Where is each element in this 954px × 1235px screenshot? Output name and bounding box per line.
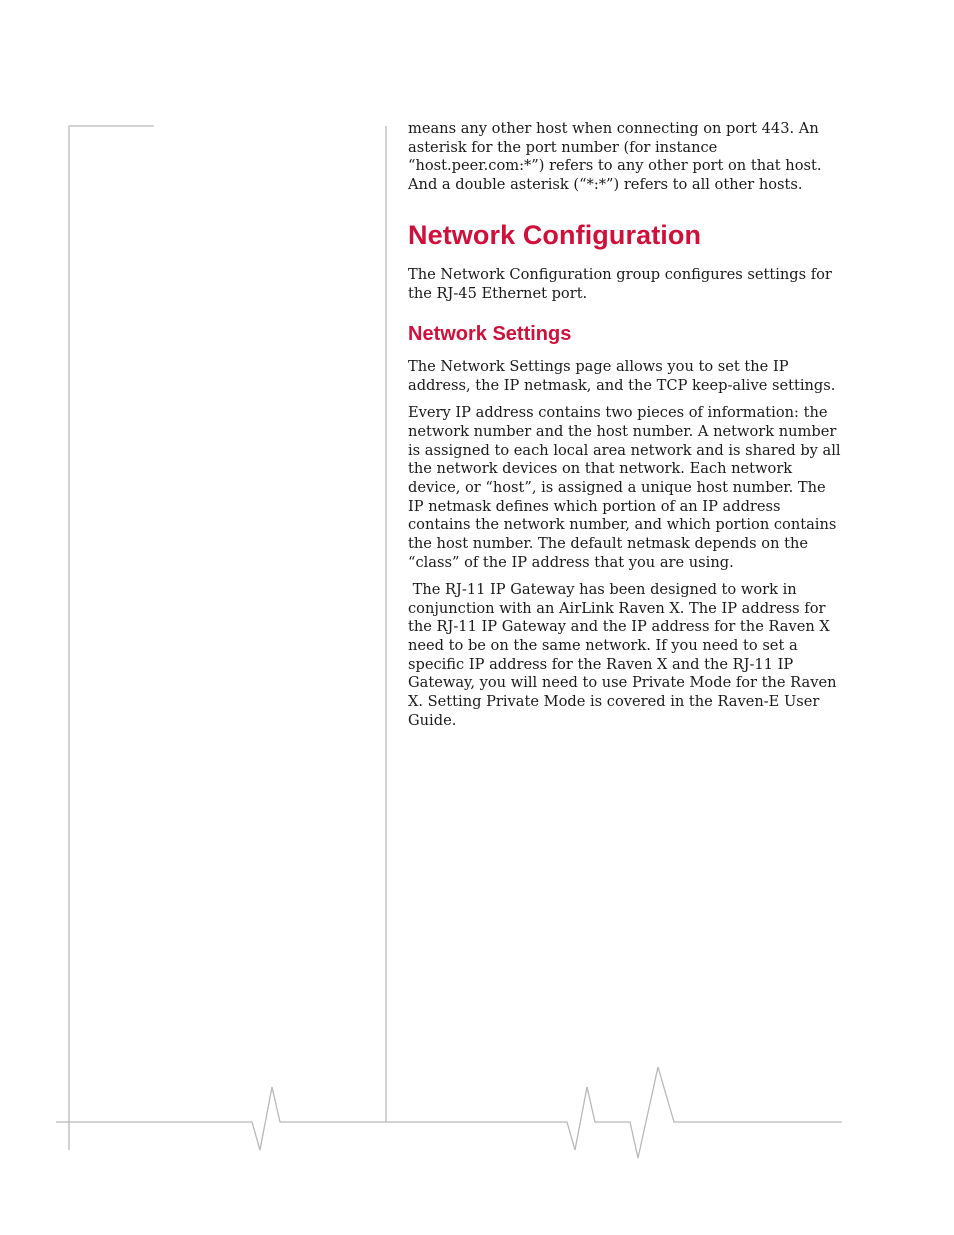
section-intro-paragraph: The Network Configuration group configures settings for the RJ-45 Ethernet port. [408,265,832,302]
body-paragraph: The RJ-11 IP Gateway has been designed to work in conjunction with an AirLink Raven X. The IP address for the RJ-11 IP Gateway and the IP address for the Raven X need to be on the same network. If you need to set a specific IP address for the Raven X and the RJ-11 IP Gateway, you will need to use Private Mode for the Raven X. Setting Private Mode is covered in the Raven-E User Guide. [408,580,842,729]
main-text-column [408,120,842,739]
body-paragraph: The Network Settings page allows you to set the IP address, the IP netmask, and the TCP keep-alive settings. [408,358,836,394]
body-paragraph: Every IP address contains two pieces of information: the network number and the host number. A network number is assigned to each local area network and is shared by all the network devices on that network. Each network device, or “host”, is assigned a unique host number. The IP netmask defines which portion of an IP address contains the network number, and which portion contains the host number. The default netmask depends on the “class” of the IP address that you are using. [408,404,841,571]
subsection-title: Network Settings [408,323,572,346]
top-left-corner-rule [69,126,154,1150]
section-title: Network Configuration [408,219,702,250]
continued-paragraph: means any other host when connecting on port 443. An asterisk for the port number (for instance “host.peer.com:*”) refers to any other port on that host. And a double asterisk (“*:*”) refers to all other hosts. [408,120,822,194]
bottom-waveform-rule [56,1067,842,1158]
